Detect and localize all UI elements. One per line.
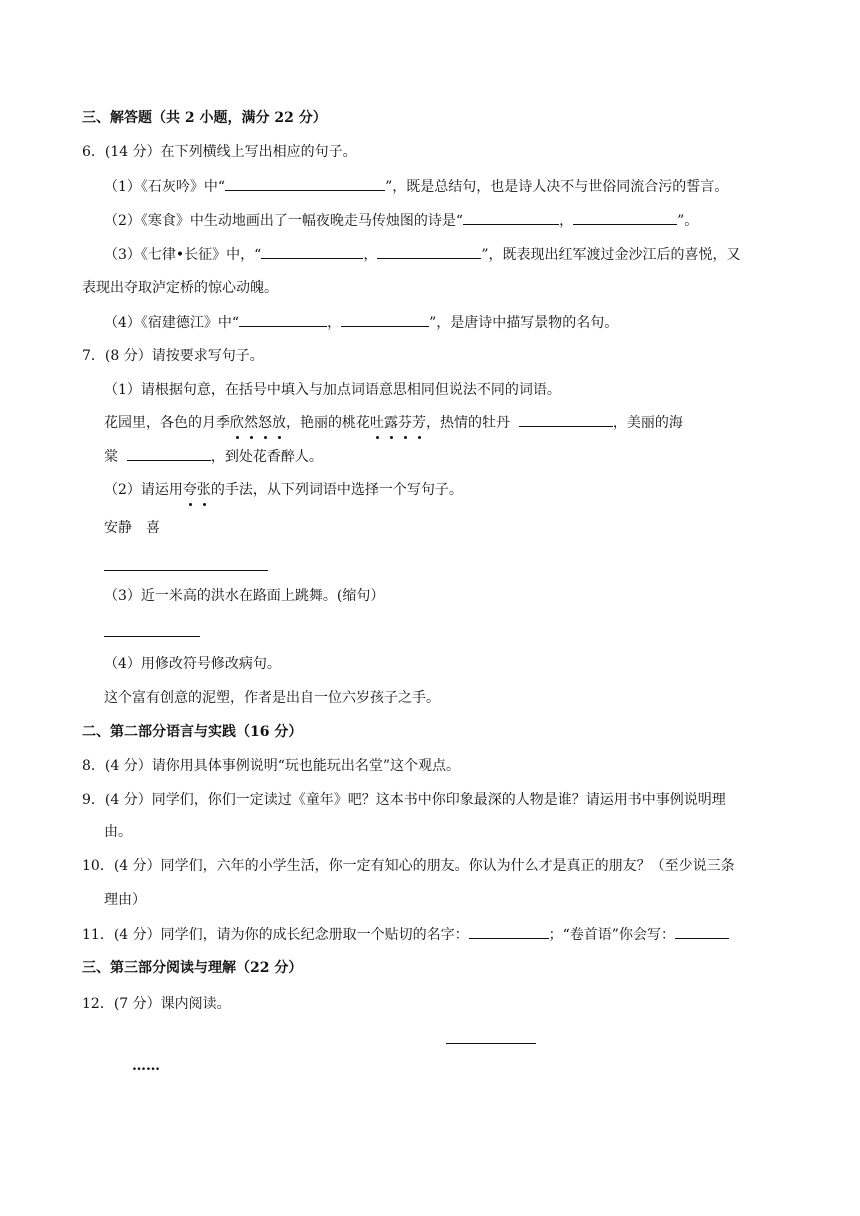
answer-blank[interactable] [341, 312, 429, 327]
answer-blank[interactable] [573, 210, 677, 225]
answer-blank[interactable] [377, 244, 481, 259]
dotted-word: 欣然怒放 [230, 415, 286, 431]
question-7-part-2: （2）请运用夸张的手法，从下列词语中选择一个写句子。 [104, 482, 463, 498]
question-9-cont: 由。 [104, 824, 132, 840]
question-12: 12．(7 分）课内阅读。 [82, 996, 231, 1012]
answer-line[interactable] [104, 570, 268, 571]
question-7-part-4: （4）用修改符号修改病句。 [104, 656, 281, 672]
answer-blank[interactable] [463, 210, 559, 225]
answer-blank[interactable] [225, 176, 385, 191]
question-6-part-1: （1）《石灰吟》中“ ”，既是总结句，也是诗人决不与世俗同流合污的誓言。 [104, 176, 728, 197]
answer-blank[interactable] [469, 924, 549, 939]
question-7-part-3: （3）近一米高的洪水在路面上跳舞。(缩句） [104, 588, 385, 604]
question-6-stem: 6．(14 分）在下列横线上写出相应的句子。 [82, 144, 357, 160]
question-7-sentence-cont: 棠 ，到处花香醉人。 [104, 446, 323, 467]
question-10: 10．(4 分）同学们，六年的小学生活，你一定有知心的朋友。你认为什么才是真正的朋友？（至少说三条 [82, 858, 735, 874]
question-8: 8．(4 分）请你用具体事例说明“玩也能玩出名堂”这个观点。 [82, 758, 461, 774]
question-7-stem: 7．(8 分）请按要求写句子。 [82, 348, 264, 364]
answer-line[interactable] [104, 636, 200, 637]
word-options: 安静 喜 [104, 520, 160, 536]
section-title: 三、解答题（共 2 小题，满分 22 分） [82, 110, 327, 126]
question-7-sentence: 花园里，各色的月季欣然怒放，艳丽的桃花吐露芬芳，热情的牡丹 ，美丽的海 [104, 412, 683, 433]
section-title: 二、第二部分语言与实践（16 分） [82, 724, 303, 740]
ellipsis: …… [132, 1058, 160, 1074]
question-6-part-2: （2）《寒食》中生动地画出了一幅夜晚走马传烛图的诗是“ ， ”。 [104, 210, 698, 231]
question-6-part-3-cont: 表现出夺取泸定桥的惊心动魄。 [82, 280, 278, 296]
question-6-part-3: （3）《七律•长征》中，“ ， ”，既表现出红军渡过金沙江后的喜悦，又 [104, 244, 740, 265]
answer-blank[interactable] [127, 446, 211, 461]
section-title: 三、第三部分阅读与理解（22 分） [82, 960, 303, 976]
question-9: 9．(4 分）同学们，你们一定读过《童年》吧？这本书中你印象最深的人物是谁？请运用书中事例说明理 [82, 792, 726, 808]
question-10-cont: 理由） [104, 892, 146, 908]
question-7-part-1: （1）请根据句意，在括号中填入与加点词语意思相同但说法不同的词语。 [104, 382, 561, 398]
question-7-faulty-sentence: 这个富有创意的泥塑，作者是出自一位六岁孩子之手。 [104, 690, 440, 706]
answer-blank[interactable] [261, 244, 363, 259]
answer-blank[interactable] [239, 312, 327, 327]
answer-blank[interactable] [675, 924, 729, 939]
answer-blank[interactable] [519, 412, 613, 427]
dotted-word: 吐露芬芳 [370, 415, 426, 431]
question-11: 11．(4 分）同学们，请为你的成长纪念册取一个贴切的名字： ；“卷首语”你会写： [82, 924, 729, 945]
question-6-part-4: （4）《宿建德江》中“ ， ”，是唐诗中描写景物的名句。 [104, 312, 618, 333]
title-blank[interactable] [446, 1043, 536, 1044]
dotted-word: 夸张 [182, 482, 211, 498]
